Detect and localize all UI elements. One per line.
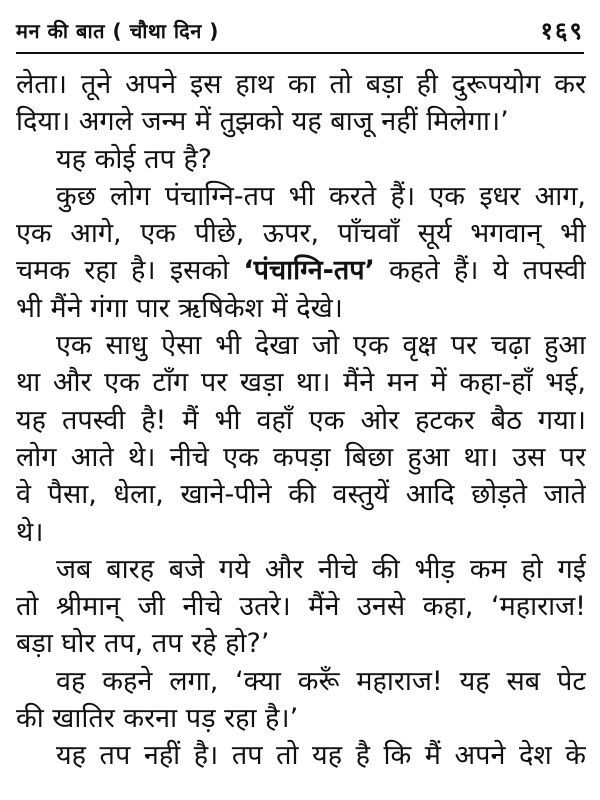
text-line: लेता। तूने अपने इस हाथ का तो बड़ा ही दुरूपयोग कर	[16, 69, 586, 100]
text-segment: कहते हैं। ये तपस्वी	[374, 255, 586, 287]
text-line: दिया। अगले जन्म में तुझको यह बाजू नहीं मिलेगा।’	[16, 106, 509, 138]
text-line: जब बारह बजे गये और नीचे की भीड़ कम हो गई	[56, 553, 586, 585]
running-header	[16, 8, 584, 54]
text-line: वे पैसा, धेला, खाने-पीने की वस्तुयें आदि छोड़ते जाते	[16, 479, 586, 511]
text-line: यह तप नहीं है। तप तो यह है कि मैं अपने देश के	[56, 740, 586, 772]
text-line: लोग आते थे। नीचे एक कपड़ा बिछा हुआ था। उस पर	[16, 441, 586, 473]
text-line: तो श्रीमान् जी नीचे उतरे। मैंने उनसे कहा, ‘महाराज!	[16, 591, 586, 623]
text-line	[16, 252, 586, 289]
text-line: एक आगे, एक पीछे, ऊपर, पाँचवाँ सूर्य भगवान् भी	[16, 218, 586, 250]
text-line: वह कहने लगा, ‘क्या करूँ महाराज! यह सब पेट	[56, 665, 586, 697]
text-line: बड़ा घोर तप, तप रहे हो?’	[16, 628, 270, 660]
text-line: थे।	[16, 516, 44, 548]
emphasized-term: ‘पंचाग्नि-तप’	[243, 255, 375, 287]
text-segment: चमक रहा है। इसको	[16, 255, 244, 287]
text-line: की खातिर करना पड़ रहा है।’	[16, 703, 299, 735]
body-text	[16, 66, 586, 775]
chapter-title: मन की बात ( चौथा दिन )	[16, 18, 219, 43]
text-line: भी मैंने गंगा पार ऋषिकेश में देखे।	[16, 292, 343, 324]
text-line: एक साधु ऐसा भी देखा जो एक वृक्ष पर चढ़ा हुआ	[56, 330, 586, 362]
text-line: यह तपस्वी है! मैं भी वहाँ एक ओर हटकर बैठ गया।	[16, 404, 586, 436]
page-number: १६९	[540, 16, 584, 45]
text-line: था और एक टाँग पर खड़ा था। मैंने मन में कहा-हाँ भई,	[16, 367, 586, 399]
text-line: यह कोई तप है?	[56, 143, 213, 175]
text-line: कुछ लोग पंचाग्नि-तप भी करते हैं। एक इधर आग,	[56, 180, 586, 212]
